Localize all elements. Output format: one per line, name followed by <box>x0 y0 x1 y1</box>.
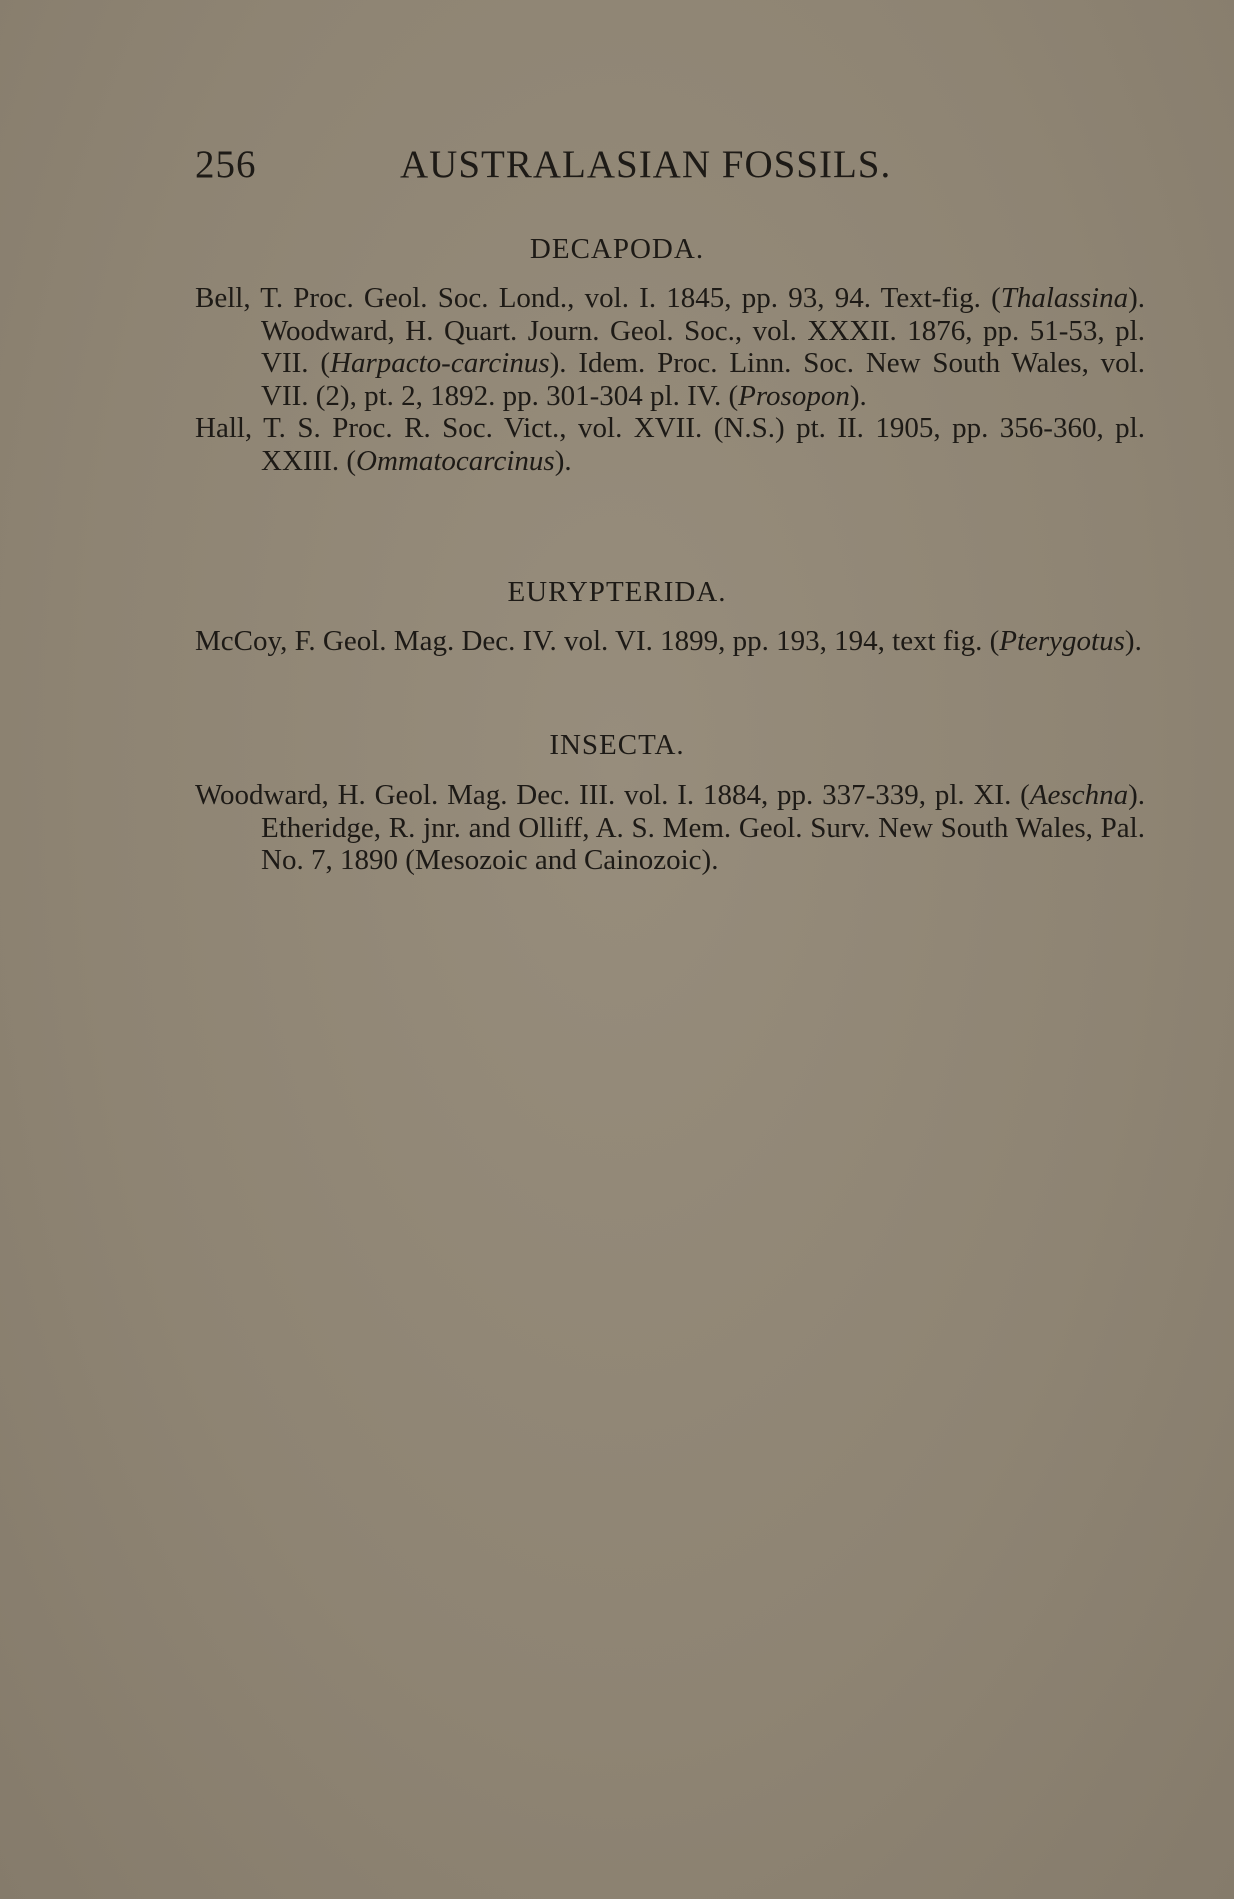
genus-name: Ommatocarcinus <box>356 444 555 477</box>
genus-name: Harpacto-carcinus <box>330 347 550 379</box>
genus-name: Pterygotus <box>999 625 1125 657</box>
section-heading-insecta: INSECTA. <box>549 729 685 761</box>
page-number: 256 <box>195 143 257 186</box>
genus-name: Prosopon <box>738 379 850 412</box>
citation-text: McCoy, F. Geol. Mag. Dec. IV. vol. VI. 1899, pp. 193, 194, text fig. ( <box>195 625 1000 657</box>
citation-text: ). Etheridge, R. jnr. and Olliff, A. S. Mem. Geol. Surv. New South Wales, Pal. No. 7, 1890 (Mesozoic and Cainozoic). <box>261 779 1145 876</box>
section-heading-decapoda: DECAPODA. <box>529 233 705 265</box>
citation-text: ). <box>1124 625 1142 657</box>
section-eurypterida-entries <box>195 625 1145 658</box>
section-decapoda-entries <box>195 282 1145 477</box>
citation-text: Hall, T. S. Proc. R. Soc. Vict., vol. XVII. (N.S.) pt. II. 1905, pp. 356-360, pl. XXIII. ( <box>195 412 1145 477</box>
citation-text: Bell, T. Proc. Geol. Soc. Lond., vol. I. 1845, pp. 93, 94. Text-fig. ( <box>195 282 1001 314</box>
section-insecta-entries <box>195 779 1145 877</box>
citation-text: ). Idem. Proc. Linn. Soc. New South Wales, vol. VII. (2), pt. 2, 1892. pp. 301-304 pl. IV. ( <box>261 347 1145 412</box>
genus-name: Thalassina <box>1000 282 1129 314</box>
running-head <box>195 140 955 190</box>
citation-text: ). Woodward, H. Quart. Journ. Geol. Soc., vol. XXXII. 1876, pp. 51-53, pl. VII. ( <box>261 282 1145 379</box>
bibliography-entry <box>195 625 1145 658</box>
bibliography-entry <box>195 412 1145 477</box>
citation-text: ). <box>849 379 867 412</box>
citation-text: ). <box>554 444 572 477</box>
citation-text: Woodward, H. Geol. Mag. Dec. III. vol. I. 1884, pp. 337-339, pl. XI. ( <box>195 779 1030 811</box>
bibliography-entry <box>195 282 1145 412</box>
running-title: AUSTRALASIAN FOSSILS. <box>400 143 892 186</box>
bibliography-entry <box>195 779 1145 877</box>
genus-name: Aeschna <box>1029 779 1129 811</box>
section-heading-eurypterida: EURYPTERIDA. <box>507 576 727 608</box>
